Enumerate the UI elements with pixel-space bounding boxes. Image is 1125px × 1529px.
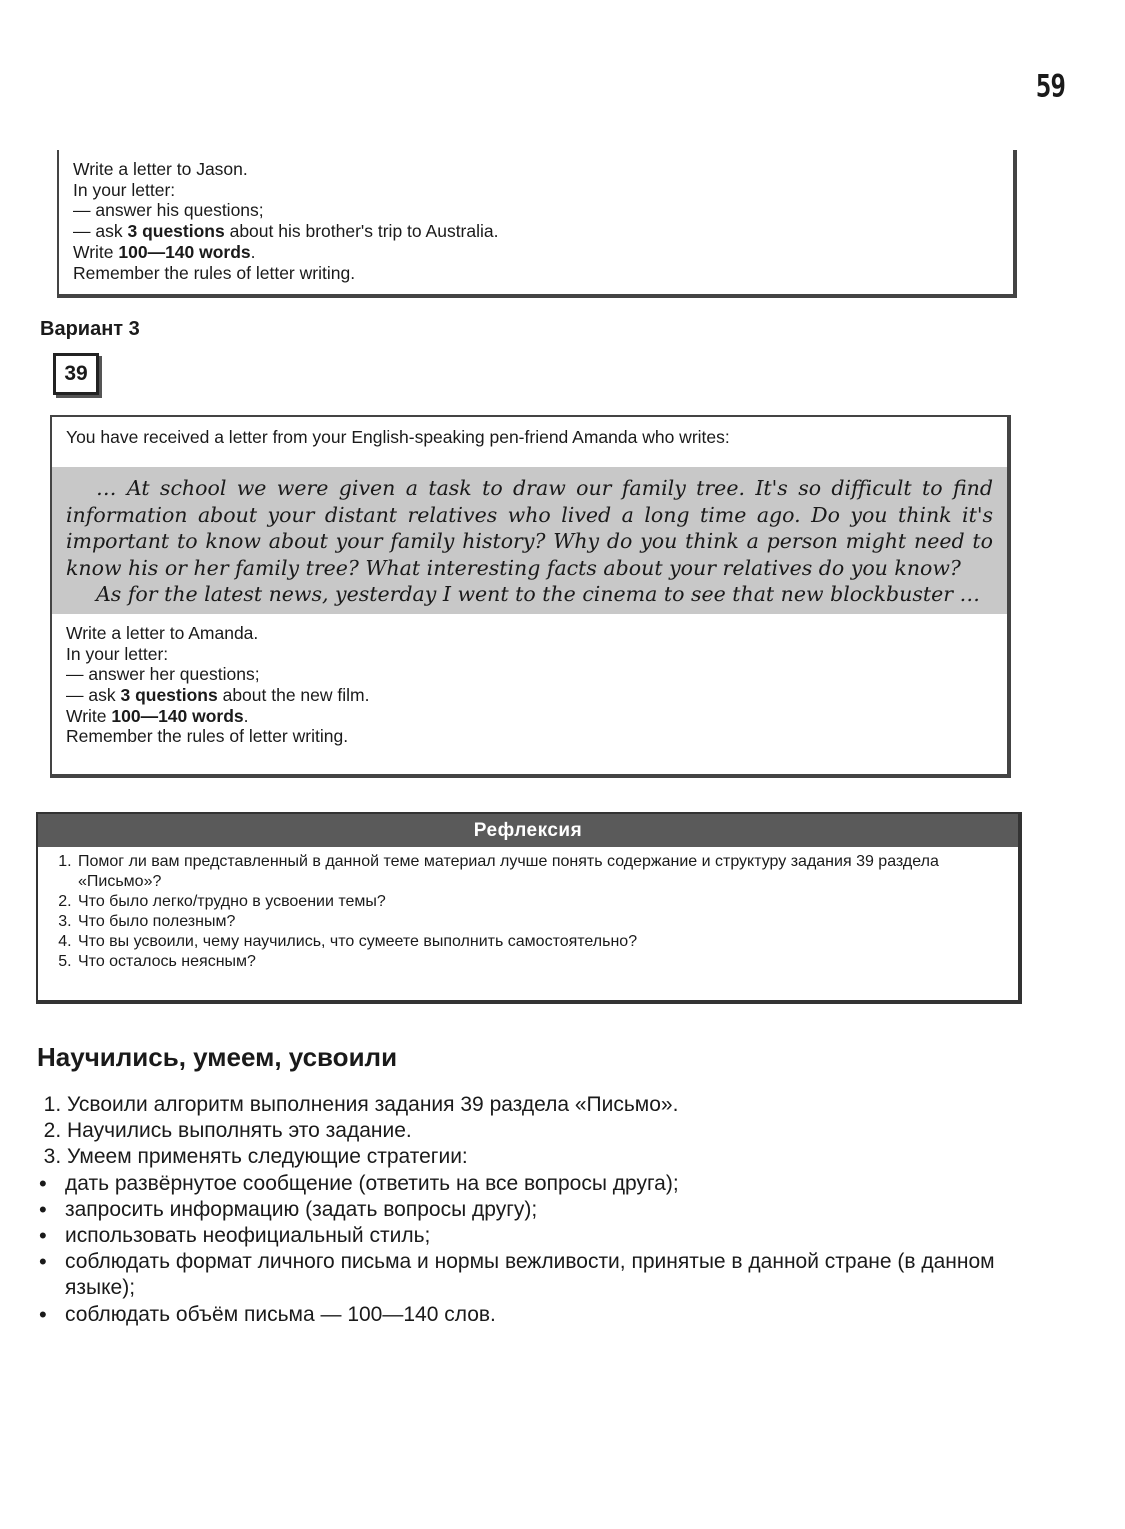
list-item: • соблюдать формат личного письма и нормы вежливости, принятые в данной стране (в данном языке); [65, 1249, 1037, 1301]
instruction-line: In your letter: [66, 643, 169, 664]
list-item: 4. Что вы усвоили, чему научились, что сумеете выполнить самостоятельно? [76, 932, 1008, 952]
list-item: 3. Умеем применять следующие стратегии: [67, 1144, 1037, 1170]
instruction-line-ask: — ask 3 questions about the new film. [66, 685, 370, 706]
variant-title: Вариант 3 [40, 318, 140, 340]
instruction-line: — answer her questions; [66, 664, 260, 685]
list-item: • соблюдать объём письма — 100—140 слов. [65, 1302, 1037, 1328]
instruction-line: In your letter: [73, 179, 176, 200]
task-box-amanda [50, 415, 1011, 778]
reflection-list [38, 847, 1018, 972]
list-item: 1. Усвоили алгоритм выполнения задания 39 раздела «Письмо». [67, 1092, 1037, 1118]
instruction-line: Write a letter to Amanda. [66, 622, 259, 643]
list-item: • запросить информацию (задать вопросы другу); [65, 1197, 1037, 1223]
list-item: 2. Что было легко/трудно в усвоении темы? [76, 892, 1008, 912]
task-number: 39 [53, 353, 99, 395]
task-instructions [59, 150, 1013, 292]
reflection-box [36, 812, 1022, 1004]
instruction-line: Remember the rules of letter writing. [66, 726, 349, 747]
instruction-line-words: Write 100—140 words. [66, 705, 249, 726]
learned-numbered-list [37, 1092, 1037, 1171]
list-item: • использовать неофициальный стиль; [65, 1223, 1037, 1249]
list-item: 1. Помог ли вам представленный в данной теме материал лучше понять содержание и структуру задания 39 раздела «Письмо»? [76, 852, 1008, 892]
list-item: 2. Научились выполнять это задание. [67, 1118, 1037, 1144]
instruction-line: — answer his questions; [73, 200, 264, 221]
learned-section [37, 1092, 1037, 1328]
instruction-line-words: Write 100—140 words. [73, 241, 256, 262]
instruction-line: Remember the rules of letter writing. [73, 262, 356, 283]
reflection-title: Рефлексия [38, 814, 1018, 847]
letter-paragraph: As for the latest news, yesterday I went to the cinema to see that new blockbuster … [96, 582, 981, 607]
task-instructions [52, 614, 1007, 756]
list-item: 5. Что осталось неясным? [76, 952, 1008, 972]
task-box-jason [57, 150, 1017, 298]
learned-bullet-list [37, 1171, 1037, 1328]
page-number: 59 [1035, 69, 1065, 105]
section-heading: Научились, умеем, усвоили [37, 1042, 398, 1072]
instruction-line-ask: — ask 3 questions about his brother's trip to Australia. [73, 221, 499, 242]
letter-paragraph: … At school we were given a task to draw our family tree. It's so difficult to find information about your distant relatives who lived a long time ago. Do you think it's important to know about your family history? Why do you think a person might need to know his or her family tree? What interesting facts about your relatives do you know? [66, 476, 993, 580]
task-intro: You have received a letter from your English-speaking pen-friend Amanda who writes: [66, 427, 730, 447]
list-item: • дать развёрнутое сообщение (ответить на все вопросы друга); [65, 1171, 1037, 1197]
instruction-line: Write a letter to Jason. [73, 159, 248, 179]
list-item: 3. Что было полезным? [76, 912, 1008, 932]
letter-excerpt [52, 467, 1007, 614]
